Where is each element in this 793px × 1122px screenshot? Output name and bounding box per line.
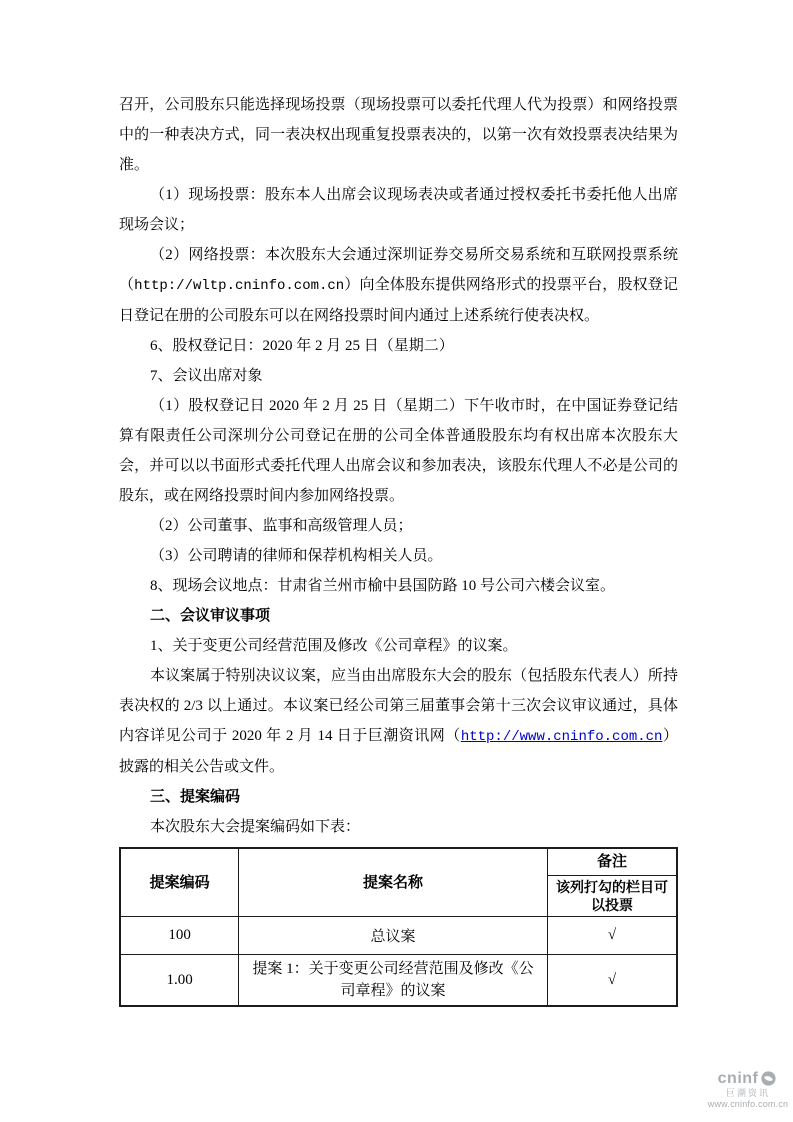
- paragraph-voting-method: 召开，公司股东只能选择现场投票（现场投票可以委托代理人代为投票）和网络投票中的一种表决方式，同一表决权出现重复投票表决的，以第一次有效投票表决结果为准。: [119, 97, 678, 173]
- paragraph-table-intro: 本次股东大会提案编码如下表：: [150, 819, 361, 835]
- cninfo-swirl-icon: [759, 1070, 778, 1087]
- table-cell-checkmark: √: [547, 955, 677, 1007]
- cninfo-chinese-name: 巨潮资讯: [725, 1088, 770, 1098]
- paragraph-proposal-item: 1、关于变更公司经营范围及修改《公司章程》的议案。: [150, 638, 518, 654]
- table-row: [120, 917, 677, 955]
- table-cell-code: 100: [120, 917, 239, 955]
- table-header-proposal-code: 提案编码: [120, 848, 239, 917]
- paragraph-special-resolution: [119, 661, 678, 782]
- table-cell-checkmark: √: [547, 917, 677, 955]
- special-resolution-text-pre: 本议案属于特别决议议案，应当由出席股东大会的股东（包括股东代表人）所持表决权的 2/3 以上通过。本议案已经公司第三届董事会第十三次会议审议通过，具体内容详见公司于 2020 年 2 月 14 日于巨潮资讯网（: [119, 668, 678, 744]
- cninfo-logo-brand-row: [705, 1070, 791, 1087]
- cninfo-website-link[interactable]: http://www.cninfo.com.cn: [460, 729, 663, 745]
- voting-platform-url: http://wltp.cninfo.com.cn: [134, 278, 345, 294]
- table-header-note-sub: 该列打勾的栏目可以投票: [547, 876, 677, 917]
- table-header-row: [120, 848, 677, 876]
- paragraph-onsite-voting: （1）现场投票：股东本人出席会议现场表决或者通过授权委托书委托他人出席现场会议；: [119, 187, 678, 233]
- paragraph-attendees-title: 7、会议出席对象: [150, 368, 263, 384]
- table-cell-name: 提案 1：关于变更公司经营范围及修改《公司章程》的议案: [239, 955, 548, 1007]
- paragraph-attendees-directors: （2）公司董事、监事和高级管理人员；: [150, 518, 413, 534]
- cninfo-url-text: www.cninfo.com.cn: [707, 1099, 789, 1109]
- section-heading-proposal-codes: 三、提案编码: [150, 788, 241, 805]
- proposal-code-table: [119, 847, 678, 1007]
- table-header-proposal-name: 提案名称: [239, 848, 548, 917]
- cninfo-logo: [705, 1070, 791, 1109]
- online-voting-text-pre: （2）网络投票：本次股东大会通过深圳证券交易所交易系统和互联网投票系统 （: [119, 247, 678, 293]
- paragraph-meeting-location: 8、现场会议地点：甘肃省兰州市榆中县国防路 10 号公司六楼会议室。: [150, 578, 616, 594]
- table-row: [120, 955, 677, 1007]
- paragraph-attendees-shareholders: （1）股权登记日 2020 年 2 月 25 日（星期二）下午收市时，在中国证券登记结算有限责任公司深圳分公司登记在册的公司全体普通股股东均有权出席本次股东大会，并可以以书面形式委托代理人出席会议和参加表决，该股东代理人不必是公司的股东，或在网络投票时间内参加网络投票。: [119, 398, 678, 504]
- table-cell-code: 1.00: [120, 955, 239, 1007]
- paragraph-online-voting: [119, 240, 678, 331]
- section-heading-review-items: 二、会议审议事项: [150, 607, 271, 624]
- cninfo-brand-text: cninf: [717, 1069, 759, 1087]
- table-header-note: 备注: [547, 848, 677, 876]
- table-cell-name: 总议案: [239, 917, 548, 955]
- online-voting-text-post: ）向全体股东提供网络形式的投票平台，股权登记日登记在册的公司股东可以在网络投票时间内通过上述系统行使表决权。: [119, 277, 678, 324]
- document-body: [119, 90, 678, 1007]
- special-resolution-text-post: ）披露的相关公告或文件。: [119, 728, 678, 775]
- paragraph-record-date: 6、股权登记日：2020 年 2 月 25 日（星期二）: [150, 338, 454, 354]
- paragraph-attendees-lawyers: （3）公司聘请的律师和保荐机构相关人员。: [150, 548, 443, 564]
